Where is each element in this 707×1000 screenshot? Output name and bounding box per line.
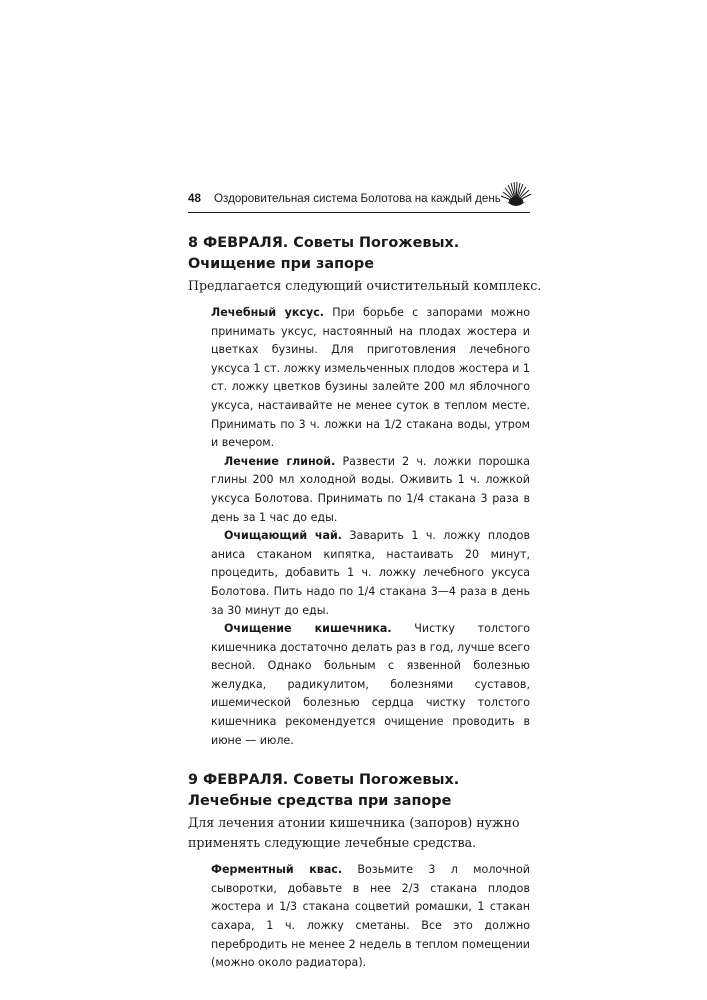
remedy-list bbox=[211, 861, 530, 973]
page-number: 48 bbox=[188, 192, 201, 205]
article-title: 9 ФЕВРАЛЯ. Советы Погожевых. Лечебные средства при запоре bbox=[188, 772, 460, 810]
running-title: Оздоровительная система Болотова на каждый день bbox=[214, 192, 501, 205]
remedy-list bbox=[211, 304, 530, 750]
remedy-term: Очищающий чай. bbox=[224, 529, 343, 543]
remedy-paragraph bbox=[211, 304, 530, 453]
book-page bbox=[188, 188, 542, 973]
remedy-term: Лечение глиной. bbox=[224, 454, 336, 468]
article-february-9 bbox=[188, 770, 530, 973]
article-february-8 bbox=[188, 233, 542, 750]
remedy-term: Ферментный квас. bbox=[211, 863, 343, 877]
remedy-text: Заварить 1 ч. ложку плодов аниса стаканом кипятка, настаивать 20 минут, процедить, добавить 1 ч. ложку лечебного уксуса Болотова. Пить надо по 1/4 стакана 3—4 раза в день за 30 минут до еды. bbox=[211, 529, 530, 617]
remedy-text: Возьмите 3 л молочной сыворотки, добавьте в нее 2/3 стакана плодов жостера и 1/3 стакана соцветий ромашки, 1 стакан сахара, 1 ч. ложку сметаны. Все это должно перебродить не менее 2 недель в теплом помещении (можно около радиатора). bbox=[211, 863, 531, 970]
remedy-text: При борьбе с запорами можно принимать уксус, настоянный на плодах жостера и цветках бузины. Для приготовления лечебного уксуса 1 ст. ложку измельченных плодов жостера и 1 ст. ложку цветков бузины залейте 200 мл яблочного уксуса, настаивайте не менее суток в теплом месте. Принимать по 3 ч. ложки на 1/2 стакана воды, утром и вечером. bbox=[211, 306, 530, 450]
article-title: 8 ФЕВРАЛЯ. Советы Погожевых. Очищение при запоре bbox=[188, 235, 460, 272]
chamomile-flower-icon bbox=[499, 180, 533, 210]
article-lead: Для лечения атонии кишечника (запоров) нужно применять следующие лечебные средства. bbox=[188, 815, 520, 851]
article-lead: Предлагается следующий очистительный комплекс. bbox=[188, 278, 542, 293]
remedy-text: Развести 2 ч. ложки порошка глины 200 мл холодной воды. Оживить 1 ч. ложкой уксуса Болотова. Принимать по 1/4 стакана 3 раза в день за 1 час до еды. bbox=[211, 454, 530, 524]
remedy-term: Очищение кишечника. bbox=[224, 622, 392, 636]
remedy-paragraph bbox=[211, 620, 530, 750]
remedy-paragraph bbox=[211, 453, 530, 527]
remedy-term: Лечебный уксус. bbox=[211, 306, 325, 319]
remedy-paragraph bbox=[211, 861, 530, 973]
remedy-text: Чистку толстого кишечника достаточно делать раз в год, лучше всего весной. Однако больным с язвенной болезнью желудка, радикулитом, болезнями суставов, ишемической болезнью сердца чистку толстого кишечника рекомендуется очищение проводить в июне — июле. bbox=[211, 622, 530, 747]
running-header bbox=[188, 188, 530, 213]
remedy-paragraph bbox=[211, 527, 530, 620]
